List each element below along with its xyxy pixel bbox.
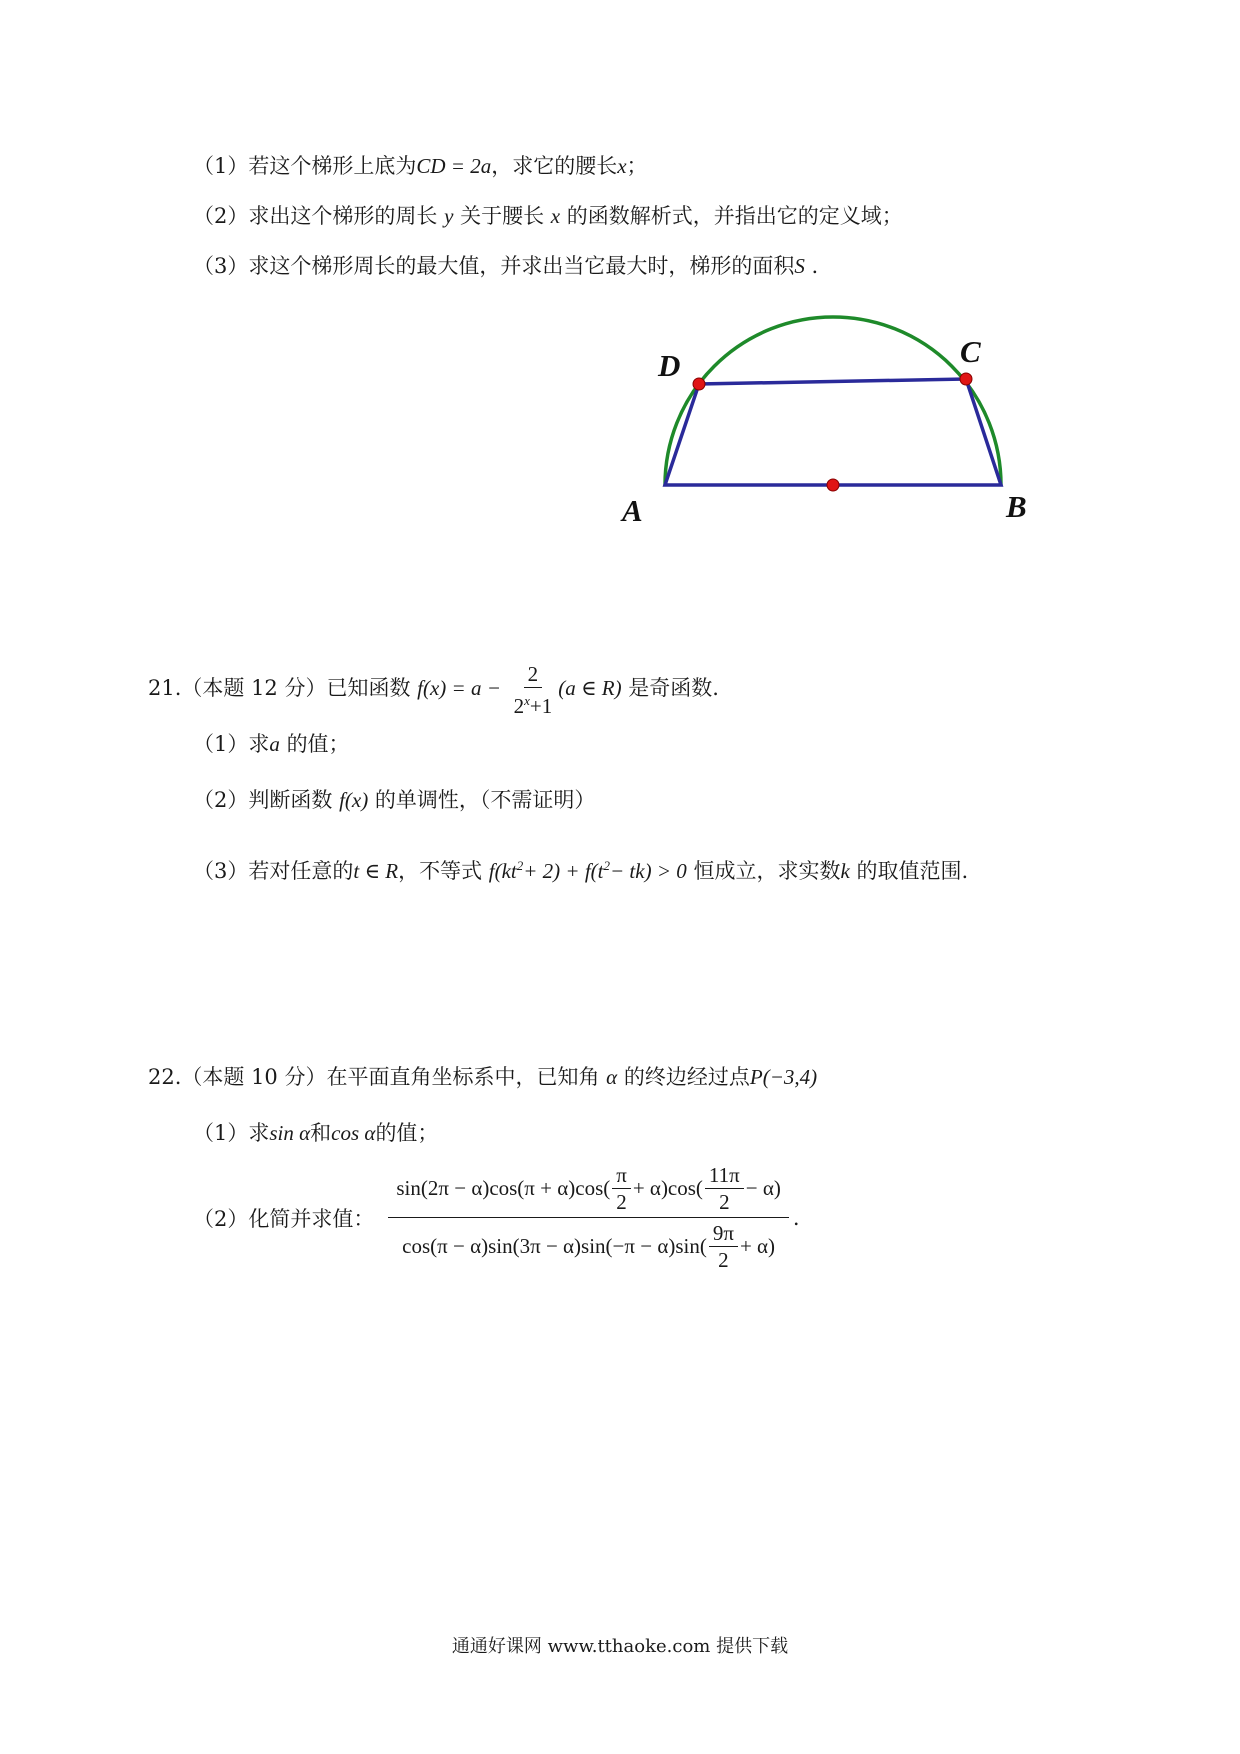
q22-intro: 22.（本题 10 分）在平面直角坐标系中，已知角 α 的终边经过点P(−3,4) bbox=[148, 1065, 818, 1089]
footer-download-notice: 通通好课网 www.tthaoke.com 提供下载 bbox=[451, 1636, 789, 1657]
q22-part2: （2）化简并求值： sin(2π − α)cos(π + α)cos( $\frac{\pi}{2}$ + α)cos( $\frac{11\pi}{2}$ − α) cos(π − α)sin(3π − α)sin(−π − α)sin( $\frac{9\pi}{2}$ + α) . bbox=[193, 1163, 800, 1272]
q21-inequality: $f(kt^2+ 2) + f(t^2- tk) > 0$ bbox=[488, 858, 687, 883]
q20-part1: （1）若这个梯形上底为CD = 2a，求它的腰长x； bbox=[193, 154, 648, 178]
q21-part3: （3）若对任意的t ∈ R，不等式 $f(kt^2+ 2) + f(t^2- tk) > 0$ 恒成立，求实数k 的取值范围. bbox=[193, 858, 969, 883]
point-d bbox=[693, 378, 705, 390]
q22-numerator: sin(2π − α)cos(π + α)cos( $\frac{\pi}{2}$ + α)cos( $\frac{11\pi}{2}$ − α) bbox=[388, 1162, 788, 1218]
q22-part1: （1）求sin α和cos α的值； bbox=[193, 1121, 439, 1145]
q21-fraction: $\frac{2}{2^x+1}$ bbox=[513, 661, 553, 718]
trapezoid-abcd bbox=[665, 379, 1001, 485]
label-b: B bbox=[1006, 489, 1027, 524]
trapezoid-figure bbox=[600, 300, 1060, 550]
q21-part1: （1）求a 的值； bbox=[193, 732, 350, 756]
label-c: C bbox=[960, 334, 981, 369]
frac-9pi-over-2: $\frac{9\pi}{2}$ bbox=[709, 1220, 738, 1273]
q20-part2: （2）求出这个梯形的周长 y 关于腰长 x 的函数解析式，并指出它的定义域； bbox=[193, 204, 903, 228]
point-c bbox=[960, 373, 972, 385]
label-d: D bbox=[658, 348, 681, 383]
point-center bbox=[827, 479, 839, 491]
frac-11pi-over-2: $\frac{11\pi}{2}$ bbox=[705, 1162, 744, 1215]
q20-part3: （3）求这个梯形周长的最大值，并求出当它最大时，梯形的面积S . bbox=[193, 254, 819, 278]
q21-intro: 21.（本题 12 分）已知函数 f(x) = a − $\frac{2}{2^x+1}$ (a ∈ R) 是奇函数. bbox=[148, 661, 719, 718]
frac-pi-over-2: $\frac{\pi}{2}$ bbox=[612, 1162, 631, 1215]
q22-big-fraction bbox=[388, 1162, 788, 1273]
label-a: A bbox=[622, 493, 643, 528]
q22-denominator: cos(π − α)sin(3π − α)sin(−π − α)sin( $\frac{9\pi}{2}$ + α) bbox=[402, 1221, 776, 1272]
semicircle-arc bbox=[665, 317, 1001, 485]
q21-part2: （2）判断函数 f(x) 的单调性，（不需证明） bbox=[193, 788, 596, 812]
